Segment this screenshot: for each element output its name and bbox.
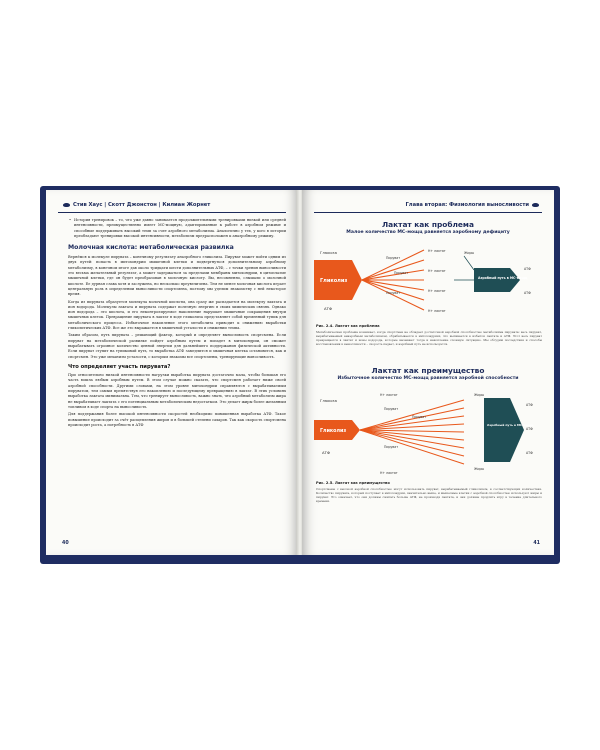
right-running-head	[405, 202, 542, 208]
lactate-label: Н+ лактат	[380, 393, 398, 397]
paragraph: Вернёмся к молекуле пирувата – конечному результату анаэробного гликолиза. Пируват может пойти одним из двух путей: попасть в митохондрии мышечной клетки и подвергнуться дополнительному аэробному метаболизму, в конечном итоге дав около тридцати шести дополнительных АТФ, – с точки зрения выносливости это весьма желательный результат, а может задержаться за пределами мембраны митохондрии, в цитоплазме мышечной клетки, где он будет преобразован в молочную кислоту. Вы, несомненно, слышали о молочной кислоте. Ее дурная слава хотя и заслужена, но несколько преувеличена. Тем не менее молочная кислота играет центральную роль в определении выносливости спортсмена, поэтому мы уделим знакомству с ней некоторое время.	[68, 255, 286, 297]
paragraph: При относительно низкой интенсивности нагрузки выработка пирувата достаточно мала, чтобы большая его часть вошла любым аэробным путем. В этом случае можно сказать, что спортсмен работает ниже своей аэробной способности. Другими словами, на этом уровне митохондрии справляются с вырабатываемым пируватом, тем самым препятствуя его накоплению и последующему превращению в лактат. В этих условиях выработка лактата минимальна. Тем, что тренирует выносливость, важно знать, что аэробный метаболизм жира не вырабатывает лактата с его потенциальным метаболическим недостатком. Это делает жиры более желанным топливом в ходе спорта на выносливость.	[68, 373, 286, 409]
glucose-label: Глюкоза	[320, 398, 337, 403]
figure2-title: Лактат как преимущество	[371, 366, 485, 375]
publisher-logo-icon	[532, 203, 539, 207]
fats-label: Жиры	[464, 251, 475, 255]
lactate-label: Н+ лактат	[428, 309, 446, 313]
paragraph: Таким образом, путь пирувата – решающий фактор, который и определяет выносливость спортсмена. Если пируват на метаболической развилке пойдет аэробным путем и попадет в митохондрии, он сможет вырабатывать огромное количество ценной энергии для дальнейшего поддержания физической активности. Если пируват ступит на тупиковый путь, то выработка АТФ замедлится и мышечная клетка остановится, как и спортсмен. Это уже механизм усталости, с которым знакомы все спортсмены, тренирующие выносливость.	[68, 333, 286, 359]
glycolysis-label: Гликолиз	[320, 278, 348, 284]
pyruvate-label: Пируват	[384, 445, 399, 449]
fats-label: Жиры	[474, 393, 485, 397]
pyruvate-label: Пируват	[412, 415, 427, 419]
aerobic-label: Аэробный путь в МС-мощц	[478, 276, 528, 280]
pyruvate-label: Пируват	[386, 291, 401, 295]
right-page-number: 41	[533, 541, 540, 546]
running-head-text: Глава вторая: Физиология выносливости	[405, 202, 529, 208]
atp-label: АТФ	[526, 403, 533, 407]
aerobic-label: Аэробный путь в МС-мощц	[487, 423, 534, 427]
right-page	[302, 190, 554, 555]
open-book	[46, 190, 554, 555]
question-heading: Что определяет участь пирувата?	[68, 363, 171, 370]
bullet-paragraph: • История тренировок – то, что уже давно занимается продолжительными тренировками низкой или средней интенсивности, преимущественно имеет МС-мощную, адаптированные к работе в аэробном режиме и способные поддерживать высокий темп за счет аэробного метаболизма. Аналогично у тех, у кого в истории преобладают тренировки высокой интенсивности, метаболизм предрасположен к анаэробному режиму.	[68, 218, 286, 239]
pyruvate-label: Пируват	[394, 271, 409, 275]
lactate-label: Н+ лактат	[428, 289, 446, 293]
figure2-caption: Спортсмены с высокой аэробной способностью могут использовать пируват, вырабатываемый гликолизом, в соответствующих количествах. Количество пирувата, который поступает в митохондрии, значительно выше, и мышечные клетки с аэробной способностью используют жиры и пируват. Это означает, что они должны сжигать больше АТФ, не производя лактата, и они должны продлить игру в течение длительного времени.	[316, 487, 542, 503]
pyruvate-lines	[360, 400, 464, 464]
figure1-title: Лактат как проблема	[382, 220, 474, 229]
atp-label: АТФ	[524, 291, 531, 295]
figure1-caption: Метаболическая проблема возникает, когда спортсмен не обладает достаточной аэробной способностью метаболизма пирувата: весь пируват, вырабатываемый анаэробным метаболизмом, обрабатывается в митохондриях, что выливается в избыток лактата и АТФ. Этот весь пируват превращается в лактат и ионы водорода, которые вызывают тогда и накопление сложную ситуацию. Мы обсудим последствия и способы восстановления к выносливости – скорость падает, и аэробный путь не используется.	[316, 330, 542, 346]
figure1-diagram	[314, 240, 542, 320]
figure1-caption-head: Рис. 2.4. Лактат как проблема	[316, 324, 380, 328]
glucose-label: Глюкоза	[320, 250, 337, 255]
left-page-number: 40	[62, 541, 69, 546]
figure2-diagram	[314, 386, 542, 478]
header-rule	[58, 212, 286, 213]
lactate-label: Н+ лактат	[428, 269, 446, 273]
paragraph: Для поддержания более высокой интенсивности скоростей необходимо повышенная выработка АТФ. Такое повышение происходит за счёт расщепления жиров и в большей степени сахаров. Так как скорость спортсмена происходит роста, а потребность в АТФ	[68, 412, 286, 427]
left-body-text	[68, 218, 286, 430]
header-rule	[314, 212, 542, 213]
figure2-caption-head: Рис. 2.5. Лактат как преимущество	[316, 481, 390, 485]
atp-label: АТФ	[322, 450, 331, 455]
atp-label: АТФ	[524, 267, 531, 271]
pyruvate-label: Пируват	[384, 407, 399, 411]
paragraph: Когда из пирувата образуется молекула молочной кислоты, она сразу же распадается на молекулу лактата и ион водорода. Молекулы лактата и пирувата содержат полезную энергию в своих химических связях. Однако ион водорода – это кислота, и его неконтролируемое накопление нарушает мышечные сокращения внутри мышечных клеток. Превращение пирувата в лактат в ходе гликолиза представляет собой временный тупик для метаболического процесса. Избыточное накопление этого метаболита приводит к снижению выработки гликолитических АТФ. Все же это выражается в мышечной усталости и снижении темпа.	[68, 299, 286, 331]
fats-label: Жиры	[474, 467, 485, 471]
section-heading: Молочная кислота: метаболическая развилка	[68, 244, 234, 252]
atp-label: АТФ	[526, 427, 533, 431]
lactate-label: Н+ лактат	[428, 249, 446, 253]
aerobic-arrow	[484, 398, 524, 462]
atp-label: АТФ	[324, 306, 333, 311]
left-running-head	[60, 202, 210, 208]
figure2-subtitle: Избыточное количество МС-мощц равняется аэробной способности	[337, 376, 519, 381]
glycolysis-label: Гликолиз	[320, 429, 347, 434]
left-page	[46, 190, 298, 555]
lactate-label: Н+ лактат	[380, 471, 398, 475]
aerobic-arrow	[474, 268, 520, 292]
atp-label: АТФ	[526, 451, 533, 455]
figure1-subtitle: Малое количество МС-мощц равняется аэробному дефициту	[346, 230, 510, 235]
publisher-logo-icon	[63, 203, 70, 207]
fat-line	[464, 256, 474, 270]
pyruvate-label: Пируват	[386, 256, 401, 260]
running-head-text: Стив Хаус | Скотт Джонстон | Килиан Жорнет	[73, 202, 211, 208]
